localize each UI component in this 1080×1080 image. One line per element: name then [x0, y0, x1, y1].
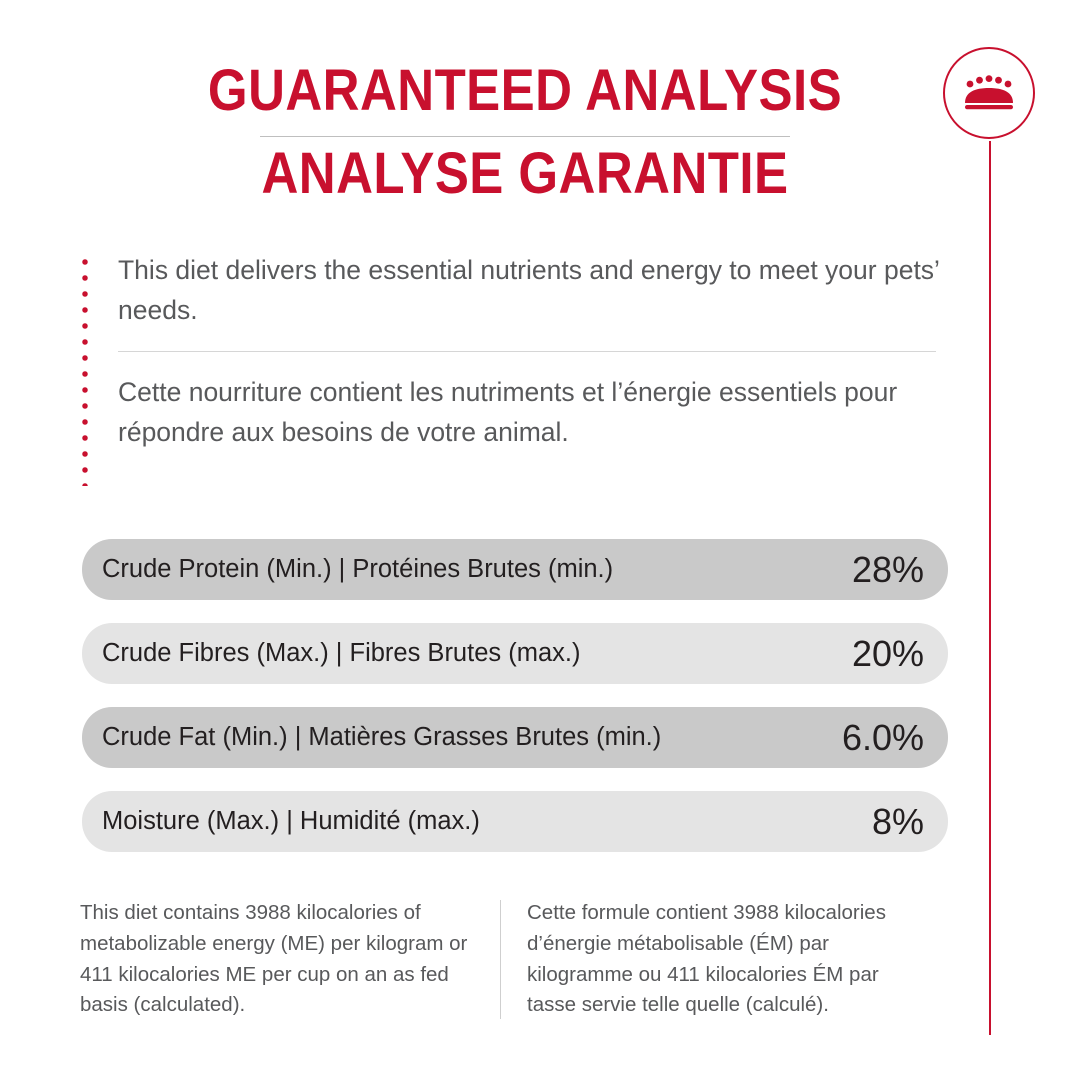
nutrient-value: 20%	[851, 632, 924, 674]
footnote-divider	[500, 900, 501, 1019]
intro-text-english: This diet delivers the essential nutrients and energy to meet your pets’ needs.	[118, 255, 939, 326]
nutrient-label: Crude Fat (Min.) | Matières Grasses Brutes (min.)	[102, 723, 662, 751]
table-row	[82, 539, 948, 600]
table-row	[82, 707, 948, 768]
footnote-block	[80, 898, 970, 1021]
intro-text-french: Cette nourriture contient les nutriments et l’énergie essentiels pour répondre aux besoins de votre animal.	[118, 376, 898, 447]
footnote-french: Cette formule contient 3988 kilocalories d’énergie métabolisable (ÉM) par kilogramme ou 411 kilocalories ÉM par tasse servie telle quelle (calculé).	[527, 901, 886, 1017]
nutrient-value: 28%	[851, 548, 924, 590]
page-title	[0, 58, 1050, 206]
title-french: ANALYSE GARANTIE	[261, 141, 789, 206]
intro-block	[82, 250, 952, 452]
table-row	[82, 623, 948, 684]
dotted-rail-decoration	[82, 254, 88, 486]
nutrient-value: 6.0%	[841, 716, 924, 758]
nutrient-table	[82, 539, 948, 875]
table-row	[82, 791, 948, 852]
footnote-english: This diet contains 3988 kilocalories of metabolizable energy (ME) per kilogram or 411 kilocalories ME per cup on an as fed basis (calculated).	[80, 901, 468, 1017]
title-english: GUARANTEED ANALYSIS	[207, 58, 843, 123]
vertical-accent-rule	[989, 141, 991, 1035]
nutrient-label: Crude Protein (Min.) | Protéines Brutes (min.)	[102, 555, 614, 583]
nutrient-label: Moisture (Max.) | Humidité (max.)	[102, 807, 480, 835]
intro-divider	[118, 351, 936, 352]
nutrient-label: Crude Fibres (Max.) | Fibres Brutes (max.)	[102, 639, 581, 667]
title-divider	[260, 136, 790, 137]
nutrient-value: 8%	[871, 800, 924, 842]
